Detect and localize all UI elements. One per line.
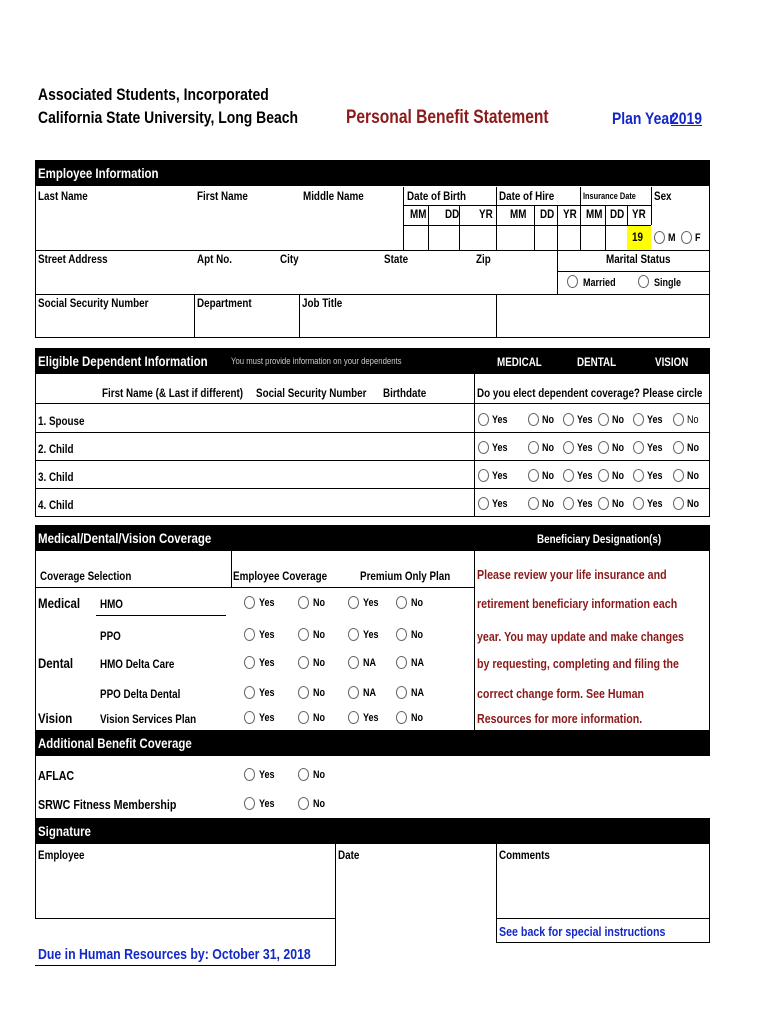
beneficiary-note-line: Please review your life insurance and [477, 567, 667, 582]
dep4-dental-no-radio[interactable] [598, 497, 609, 510]
beneficiary-note-line: Resources for more information. [477, 711, 643, 726]
hire-yr: YR [563, 207, 577, 221]
dependents-header [35, 348, 710, 374]
sex-m-radio[interactable] [654, 231, 665, 244]
vision-services-plan-label: Vision Services Plan [100, 712, 197, 726]
hmo-premium-no-radio[interactable] [396, 596, 407, 609]
dep4-medical-yes-radio[interactable] [478, 497, 489, 510]
yes-label: Yes [363, 712, 379, 724]
state-label: State [384, 252, 409, 266]
no-label: No [313, 629, 326, 641]
dependents-title: Eligible Dependent Information [38, 353, 208, 369]
ppo-delta-dental-label: PPO Delta Dental [100, 687, 181, 701]
dep3-vision-no-radio[interactable] [673, 469, 684, 482]
ppo-employee-yes-radio[interactable] [244, 628, 255, 641]
no-label: No [313, 597, 326, 609]
no-label: No [411, 712, 424, 724]
no-label: No [612, 442, 625, 454]
medical-label: Medical [38, 595, 81, 611]
dep2-medical-no-radio[interactable] [528, 441, 539, 454]
dep2-dental-yes-radio[interactable] [563, 441, 574, 454]
yes-label: Yes [577, 470, 593, 482]
aflac-no-radio[interactable] [298, 768, 309, 781]
ins-yr: YR [632, 207, 646, 221]
vision-heading: VISION [655, 355, 689, 369]
married-label: Married [583, 277, 616, 289]
yes-label: Yes [363, 597, 379, 609]
yes-label: Yes [259, 769, 275, 781]
yes-label: Yes [577, 442, 593, 454]
signature-header [35, 818, 710, 844]
ppo-dental-premium-na2-radio[interactable] [396, 686, 407, 699]
yes-label: Yes [647, 470, 663, 482]
yes-label: Yes [259, 657, 275, 669]
hmo-employee-yes-radio[interactable] [244, 596, 255, 609]
yes-label: Yes [259, 687, 275, 699]
na-label: NA [363, 687, 377, 699]
married-radio[interactable] [567, 275, 578, 288]
hmo-premium-yes-radio[interactable] [348, 596, 359, 609]
dental-heading: DENTAL [577, 355, 617, 369]
no-label: No [542, 498, 555, 510]
no-label: No [687, 470, 700, 482]
department-label: Department [197, 296, 252, 310]
no-label: No [313, 769, 326, 781]
no-label: No [411, 597, 424, 609]
hmo-dental-employee-yes-radio[interactable] [244, 656, 255, 669]
no-label: No [313, 687, 326, 699]
yes-label: Yes [492, 470, 508, 482]
employee-signature-field[interactable] [36, 862, 334, 917]
dep3-dental-no-radio[interactable] [598, 469, 609, 482]
no-label: No [687, 498, 700, 510]
organization-name: Associated Students, Incorporated [38, 85, 269, 104]
yes-label: Yes [492, 498, 508, 510]
beneficiary-note-line: retirement beneficiary information each [477, 596, 678, 611]
ppo-dental-employee-yes-radio[interactable] [244, 686, 255, 699]
ppo-premium-yes-radio[interactable] [348, 628, 359, 641]
beneficiary-note-line: year. You may update and make changes [477, 629, 684, 644]
additional-title: Additional Benefit Coverage [38, 735, 192, 751]
dep-col-ssn: Social Security Number [256, 386, 367, 400]
no-label: No [313, 798, 326, 810]
hire-mm: MM [510, 207, 527, 221]
coverage-title: Medical/Dental/Vision Coverage [38, 530, 212, 546]
dep2-medical-yes-radio[interactable] [478, 441, 489, 454]
dep4-vision-yes-radio[interactable] [633, 497, 644, 510]
no-label: No [687, 414, 699, 426]
dep2-vision-no-radio[interactable] [673, 441, 684, 454]
hmo-dental-employee-no-radio[interactable] [298, 656, 309, 669]
date-label: Date [338, 848, 360, 862]
na-label: NA [411, 687, 425, 699]
medical-heading: MEDICAL [497, 355, 542, 369]
middle-name-label: Middle Name [303, 189, 364, 203]
yes-label: Yes [363, 629, 379, 641]
beneficiary-note-line: by requesting, completing and filing the [477, 656, 679, 671]
dental-label: Dental [38, 655, 74, 671]
no-label: No [687, 442, 700, 454]
sex-f-radio[interactable] [681, 231, 692, 244]
no-label: No [542, 470, 555, 482]
zip-label: Zip [476, 252, 491, 266]
additional-header [35, 730, 710, 756]
city-label: City [280, 252, 299, 266]
yes-label: Yes [492, 414, 508, 426]
due-date-note: Due in Human Resources by: October 31, 2018 [38, 946, 311, 963]
col-premium-only: Premium Only Plan [360, 569, 451, 583]
dep1-vision-no-radio[interactable] [673, 413, 684, 426]
na-label: NA [363, 657, 377, 669]
hmo-label: HMO [100, 597, 123, 611]
dep-row-label: 3. Child [38, 470, 74, 484]
insurance-date-label: Insurance Date [583, 191, 636, 201]
yes-label: Yes [647, 442, 663, 454]
coverage-header [35, 525, 710, 551]
dep4-vision-no-radio[interactable] [673, 497, 684, 510]
hmo-dental-premium-na-radio[interactable] [348, 656, 359, 669]
vision-label: Vision [38, 710, 73, 726]
plan-year-value: 2019 [671, 109, 703, 128]
single-radio[interactable] [638, 275, 649, 288]
employee-info-header [35, 160, 710, 186]
dep3-medical-no-radio[interactable] [528, 469, 539, 482]
dep-row-label: 4. Child [38, 498, 74, 512]
comments-field[interactable] [497, 862, 708, 917]
dep-row-label: 2. Child [38, 442, 74, 456]
yes-label: Yes [647, 498, 663, 510]
no-label: No [542, 442, 555, 454]
ins-mm: MM [586, 207, 603, 221]
employee-info-title: Employee Information [38, 165, 159, 181]
date-of-hire-label: Date of Hire [499, 189, 555, 203]
beneficiary-note-line: correct change form. See Human [477, 686, 645, 701]
plan-year-label: Plan Year [612, 109, 675, 128]
dob-dd: DD [445, 207, 460, 221]
fitness-label: SRWC Fitness Membership [38, 797, 177, 812]
vision-employee-no-radio[interactable] [298, 711, 309, 724]
yes-label: Yes [492, 442, 508, 454]
no-label: No [313, 712, 326, 724]
aflac-label: AFLAC [38, 768, 75, 783]
special-instructions-note: See back for special instructions [499, 924, 666, 939]
vision-employee-yes-radio[interactable] [244, 711, 255, 724]
street-address-label: Street Address [38, 252, 108, 266]
yes-label: Yes [647, 414, 663, 426]
first-name-label: First Name [197, 189, 248, 203]
col-employee-coverage: Employee Coverage [233, 569, 328, 583]
yes-label: Yes [259, 597, 275, 609]
no-label: No [313, 657, 326, 669]
hmo-dental-premium-na2-radio[interactable] [396, 656, 407, 669]
document-title: Personal Benefit Statement [346, 107, 549, 128]
ppo-employee-no-radio[interactable] [298, 628, 309, 641]
yes-label: Yes [259, 712, 275, 724]
single-label: Single [654, 277, 682, 289]
ppo-dental-employee-no-radio[interactable] [298, 686, 309, 699]
dob-yr: YR [479, 207, 493, 221]
ppo-dental-premium-na-radio[interactable] [348, 686, 359, 699]
hire-dd: DD [540, 207, 555, 221]
marital-status-label: Marital Status [606, 252, 671, 266]
na-label: NA [411, 657, 425, 669]
university-name: California State University, Long Beach [38, 108, 299, 127]
yes-label: Yes [577, 498, 593, 510]
dep-row-label: 1. Spouse [38, 414, 85, 428]
job-title-label: Job Title [302, 296, 343, 310]
dep3-medical-yes-radio[interactable] [478, 469, 489, 482]
date-of-birth-label: Date of Birth [407, 189, 467, 203]
dob-mm: MM [410, 207, 427, 221]
no-label: No [542, 414, 555, 426]
employee-signature-label: Employee [38, 848, 85, 862]
no-label: No [612, 414, 625, 426]
ssn-label: Social Security Number [38, 296, 149, 310]
dep1-dental-yes-radio[interactable] [563, 413, 574, 426]
dep1-dental-no-radio[interactable] [598, 413, 609, 426]
fitness-no-radio[interactable] [298, 797, 309, 810]
sex-f-label: F [695, 232, 701, 244]
dependents-note: You must provide information on your dependents [231, 356, 402, 366]
dep2-vision-yes-radio[interactable] [633, 441, 644, 454]
vision-premium-no-radio[interactable] [396, 711, 407, 724]
hmo-employee-no-radio[interactable] [298, 596, 309, 609]
no-label: No [612, 498, 625, 510]
yes-label: Yes [259, 629, 275, 641]
signature-title: Signature [38, 823, 91, 839]
ppo-premium-no-radio[interactable] [396, 628, 407, 641]
last-name-label: Last Name [38, 189, 88, 203]
date-field[interactable] [337, 862, 495, 942]
dep3-dental-yes-radio[interactable] [563, 469, 574, 482]
dep2-dental-no-radio[interactable] [598, 441, 609, 454]
dep4-dental-yes-radio[interactable] [563, 497, 574, 510]
dep1-vision-yes-radio[interactable] [633, 413, 644, 426]
dep1-medical-yes-radio[interactable] [478, 413, 489, 426]
yes-label: Yes [577, 414, 593, 426]
ins-dd: DD [610, 207, 625, 221]
col-coverage-selection: Coverage Selection [40, 569, 132, 583]
hmo-delta-care-label: HMO Delta Care [100, 657, 175, 671]
dep3-vision-yes-radio[interactable] [633, 469, 644, 482]
apt-label: Apt No. [197, 252, 232, 266]
aflac-yes-radio[interactable] [244, 768, 255, 781]
beneficiary-heading: Beneficiary Designation(s) [537, 532, 662, 546]
no-label: No [411, 629, 424, 641]
comments-label: Comments [499, 848, 550, 862]
no-label: No [612, 470, 625, 482]
vision-premium-yes-radio[interactable] [348, 711, 359, 724]
dep-col-elect: Do you elect dependent coverage? Please circle [477, 386, 703, 400]
yes-label: Yes [259, 798, 275, 810]
insurance-year-value: 19 [632, 230, 643, 244]
fitness-yes-radio[interactable] [244, 797, 255, 810]
dep4-medical-no-radio[interactable] [528, 497, 539, 510]
sex-label: Sex [654, 189, 672, 203]
dep-col-birthdate: Birthdate [383, 386, 427, 400]
dep1-medical-no-radio[interactable] [528, 413, 539, 426]
dep-col-name: First Name (& Last if different) [102, 386, 244, 400]
ppo-label: PPO [100, 629, 121, 643]
sex-m-label: M [668, 232, 676, 244]
